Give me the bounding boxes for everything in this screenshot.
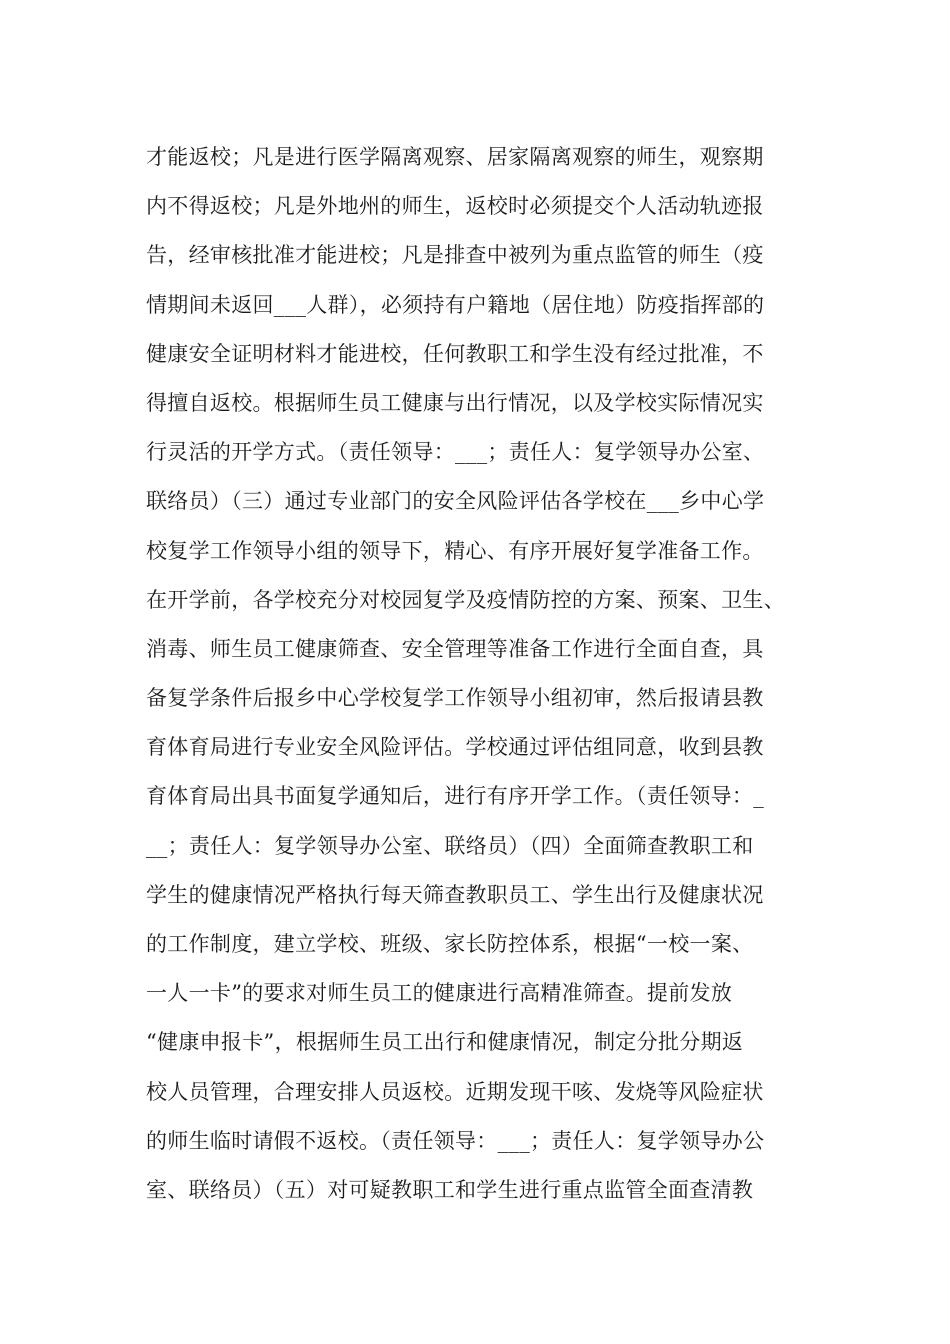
text-line-15: __；责任人：复学领导办公室、联络员）（四）全面筛查教职工和 — [146, 833, 754, 858]
text-line-22: 室、联络员）（五）对可疑教职工和学生进行重点监管全面查清教 — [146, 1177, 754, 1202]
text-line-17: 的工作制度，建立学校、班级、家长防控体系，根据“一校一案、 — [146, 932, 754, 956]
text-line-1: 才能返校；凡是进行医学隔离观察、居家隔离观察的师生，观察期 — [146, 145, 764, 169]
text-line-8: 联络员）（三）通过专业部门的安全风险评估各学校在___乡中心学 — [146, 489, 765, 514]
text-line-11: 消毒、师生员工健康筛查、安全管理等准备工作进行全面自查，具 — [146, 636, 764, 661]
text-line-9: 校复学工作领导小组的领导下，精心、有序开展好复学准备工作。 — [146, 538, 764, 563]
text-line-3: 告，经审核批准才能进校；凡是排查中被列为重点监管的师生（疫 — [146, 243, 764, 268]
text-line-21: 的师生临时请假不返校。（责任领导：___；责任人：复学领导办公 — [146, 1128, 765, 1153]
text-line-16: 学生的健康情况严格执行每天筛查教职员工、学生出行及健康状况 — [146, 882, 764, 907]
body-text — [146, 133, 816, 1215]
text-line-4: 情期间未返回___人群），必须持有户籍地（居住地）防疫指挥部的 — [146, 292, 765, 317]
text-line-19: “健康申报卡”，根据师生员工出行和健康情况，制定分批分期返 — [146, 1030, 744, 1055]
text-line-14: 育体育局出具书面复学通知后，进行有序开学工作。（责任领导：_ — [146, 784, 764, 809]
text-line-12: 备复学条件后报乡中心学校复学工作领导小组初审，然后报请县教 — [146, 686, 764, 711]
text-line-18: 一人一卡”的要求对师生员工的健康进行高精准筛查。提前发放 — [146, 981, 733, 1006]
text-line-2: 内不得返校；凡是外地州的师生，返校时必须提交个人活动轨迹报 — [146, 194, 764, 219]
text-line-6: 得擅自返校。根据师生员工健康与出行情况，以及学校实际情况实 — [146, 390, 764, 415]
text-line-13: 育体育局进行专业安全风险评估。学校通过评估组同意，收到县教 — [146, 735, 764, 760]
text-line-7: 行灵活的开学方式。（责任领导：___；责任人：复学领导办公室、 — [146, 440, 765, 465]
text-line-5: 健康安全证明材料才能进校，任何教职工和学生没有经过批准，不 — [146, 341, 764, 366]
text-line-10: 在开学前，各学校充分对校园复学及疫情防控的方案、预案、卫生、 — [146, 587, 785, 612]
text-line-20: 校人员管理，合理安排人员返校。近期发现干咳、发烧等风险症状 — [146, 1079, 764, 1104]
